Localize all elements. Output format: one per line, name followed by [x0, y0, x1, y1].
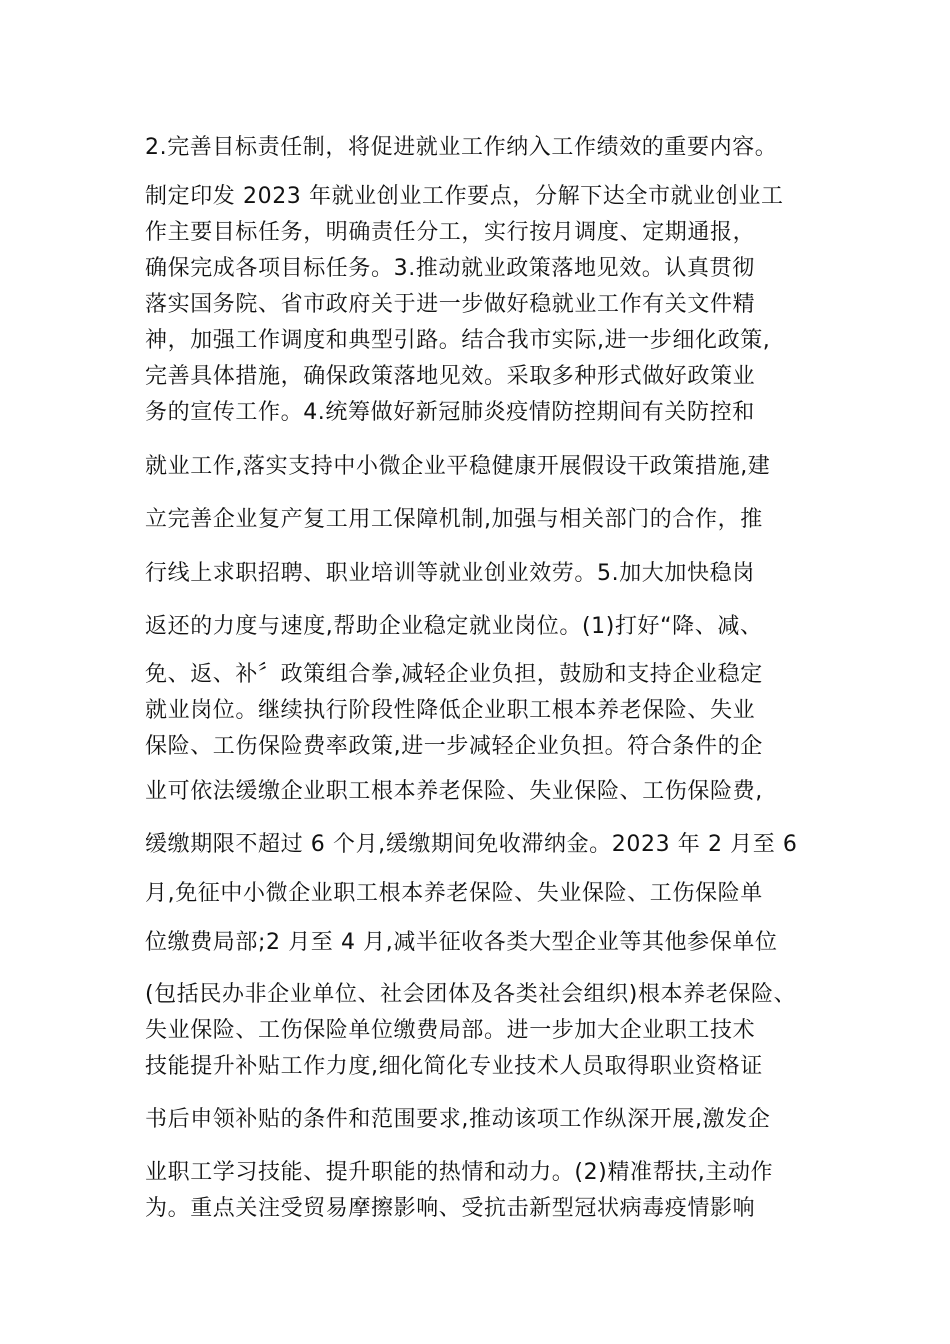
text-line: 务的宣传工作。4.统筹做好新冠肺炎疫情防控期间有关防控和: [145, 400, 755, 425]
text-line: 失业保险、工伤保险单位缴费局部。进一步加大企业职工技术: [145, 1018, 756, 1043]
text-line: 技能提升补贴工作力度,细化简化专业技术人员取得职业资格证: [145, 1054, 763, 1079]
text-line: 落实国务院、省市政府关于进一步做好稳就业工作有关文件精: [145, 292, 756, 317]
text-line: 业职工学习技能、提升职能的热情和动力。(2)精准帮扶,主动作: [145, 1160, 774, 1185]
text-line: 完善具体措施，确保政策落地见效。采取多种形式做好政策业: [145, 364, 756, 389]
text-line: 就业工作,落实支持中小微企业平稳健康开展假设干政策措施,建: [145, 454, 771, 479]
text-line: 确保完成各项目标任务。3.推动就业政策落地见效。认真贯彻: [145, 256, 755, 281]
text-line: 缓缴期限不超过 6 个月,缓缴期间免收滞纳金。2023 年 2 月至 6: [145, 832, 798, 857]
text-line: 就业岗位。继续执行阶段性降低企业职工根本养老保险、失业: [145, 698, 756, 723]
text-line: 返还的力度与速度,帮助企业稳定就业岗位。(1)打好“降、减、: [145, 614, 763, 639]
text-line: 月,免征中小微企业职工根本养老保险、失业保险、工伤保险单: [145, 881, 763, 906]
text-line: 神，加强工作调度和典型引路。结合我市实际,进一步细化政策,: [145, 328, 771, 353]
text-line: 制定印发 2023 年就业创业工作要点，分解下达全市就业创业工: [145, 184, 784, 209]
text-line: 立完善企业复产复工用工保障机制,加强与相关部门的合作，推: [145, 507, 763, 532]
text-line: 2.完善目标责任制，将促进就业工作纳入工作绩效的重要内容。: [145, 135, 778, 160]
text-line: 行线上求职招聘、职业培训等就业创业效劳。5.加大加快稳岗: [145, 561, 755, 586]
text-line: 保险、工伤保险费率政策,进一步减轻企业负担。符合条件的企: [145, 734, 763, 759]
text-line: (包括民办非企业单位、社会团体及各类社会组织)根本养老保险、: [145, 982, 797, 1007]
text-line: 为。重点关注受贸易摩擦影响、受抗击新型冠状病毒疫情影响: [145, 1196, 756, 1221]
text-line: 业可依法缓缴企业职工根本养老保险、失业保险、工伤保险费,: [145, 779, 763, 804]
text-line: 书后申领补贴的条件和范围要求,推动该项工作纵深开展,激发企: [145, 1107, 771, 1132]
text-line: 位缴费局部;2 月至 4 月,减半征收各类大型企业等其他参保单位: [145, 930, 778, 955]
text-line: 作主要目标任务，明确责任分工，实行按月调度、定期通报，: [145, 220, 756, 245]
text-line: 免、返、补〞政策组合拳,减轻企业负担，鼓励和支持企业稳定: [145, 662, 763, 687]
